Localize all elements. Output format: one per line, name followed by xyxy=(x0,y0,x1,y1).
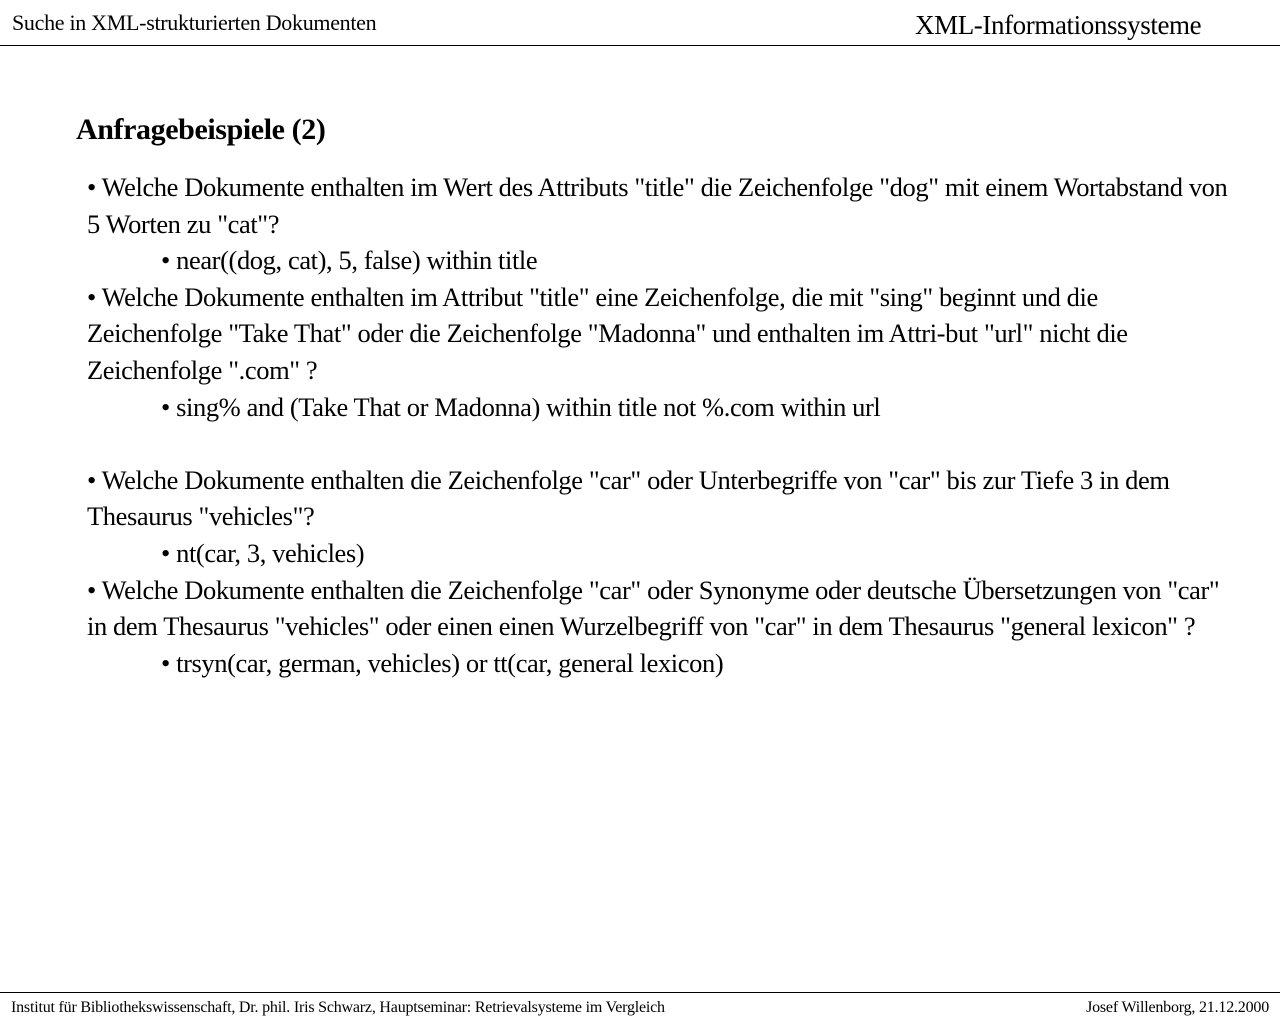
example-query: • near((dog, cat), 5, false) within title xyxy=(161,245,538,276)
example-item-3 xyxy=(87,462,1237,572)
footer-institution: Institut für Bibliothekswissenschaft, Dr. phil. Iris Schwarz, Hauptseminar: Retrievalsysteme im Vergleich xyxy=(11,999,665,1016)
example-query: • nt(car, 3, vehicles) xyxy=(161,537,365,568)
example-item-1 xyxy=(87,169,1237,279)
example-query: • trsyn(car, german, vehicles) or tt(car, general lexicon) xyxy=(161,647,724,678)
header-divider xyxy=(0,45,1280,46)
example-question: • Welche Dokumente enthalten im Attribut "title" eine Zeichenfolge, die mit "sing" beginnt und die Zeichenfolge "Take That" oder die Zeichenfolge "Madonna" und enthalten im Attri-but "url" nicht die Zeichenfolge ".com" ? xyxy=(87,281,1128,385)
example-item-4 xyxy=(87,572,1237,682)
spacer xyxy=(87,425,1237,462)
slide-title: Anfragebeispiele (2) xyxy=(76,113,326,146)
footer-divider xyxy=(0,992,1280,993)
example-item-2 xyxy=(87,279,1237,425)
footer-author-date: Josef Willenborg, 21.12.2000 xyxy=(1086,999,1269,1016)
slide-content xyxy=(87,169,1237,681)
header-course-title: Suche in XML-strukturierten Dokumenten xyxy=(12,10,377,35)
example-query: • sing% and (Take That or Madonna) within title not %.com within url xyxy=(161,391,881,422)
header-series-title: XML-Informationssysteme xyxy=(915,10,1202,40)
example-question: • Welche Dokumente enthalten die Zeichenfolge "car" oder Synonyme oder deutsche Übersetzungen von "car" in dem Thesaurus "vehicles" oder einen einen Wurzelbegriff von "car" in dem Thesaurus "general lexicon" ? xyxy=(87,574,1220,642)
example-question: • Welche Dokumente enthalten im Wert des Attributs "title" die Zeichenfolge "dog" mit einem Wortabstand von 5 Worten zu "cat"? xyxy=(87,172,1228,239)
example-question: • Welche Dokumente enthalten die Zeichenfolge "car" oder Unterbegriffe von "car" bis zur Tiefe 3 in dem Thesaurus "vehicles"? xyxy=(87,464,1170,532)
